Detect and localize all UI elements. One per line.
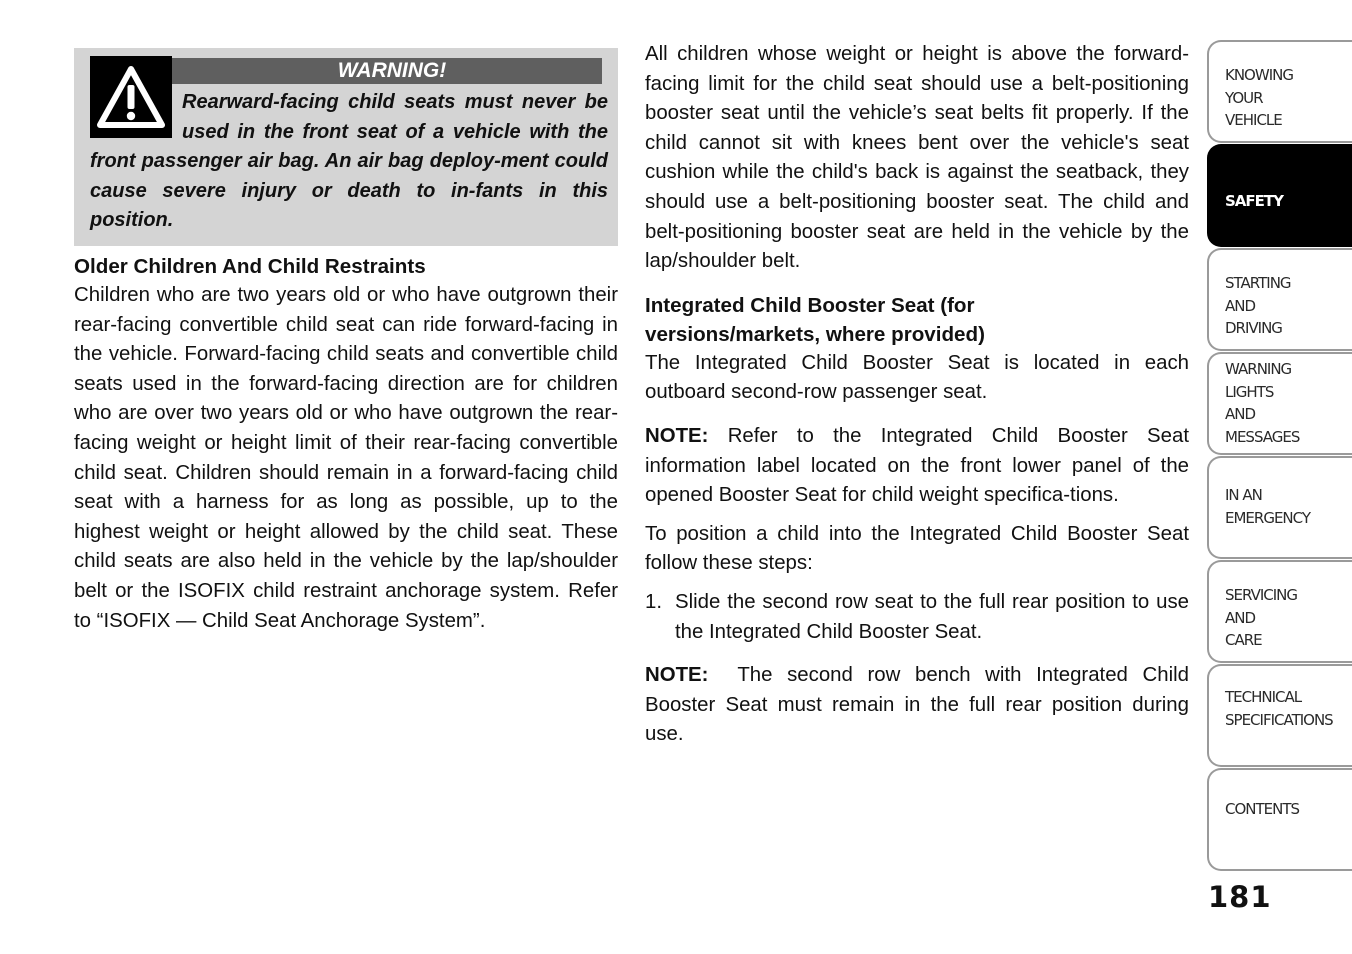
step-text: Slide the second row seat to the full rear position to use the Integrated Child Booster Seat. [675, 590, 1189, 643]
tab-in-an-emergency[interactable] [1207, 456, 1352, 559]
older-children-paragraph: Children who are two years old or who have outgrown their rear-facing convertible child seat can ride forward-facing in the vehicle. Forward-facing child seats and convertible child seats used in the forward-facing direction are for children who are over two years old or who have outgrown the rear-facing weight or height limit of their rear-facing convertible child seat. Children should remain in a forward-facing child seat with a harness for as long as possible, up to the highest weight or height allowed by the child seat. These child seats are also held in the vehicle by the lap/shoulder belt or the ISOFIX child restraint anchorage system. Refer to “ISOFIX — Child Seat Anchorage System”. [74, 284, 618, 632]
warning-box [74, 48, 618, 246]
tab-label-line: LIGHTS [1225, 382, 1274, 401]
tab-label-line: SAFETY [1225, 192, 1283, 210]
steps-intro-paragraph: To position a child into the Integrated Child Booster Seat follow these steps: [645, 522, 1189, 575]
tab-label-line: TECHNICAL [1225, 688, 1302, 706]
step-item [645, 588, 1189, 647]
tab-label-line: CARE [1225, 631, 1262, 649]
tab-label-line: YOUR [1225, 88, 1263, 107]
tab-knowing-your-vehicle[interactable] [1207, 40, 1352, 143]
tab-warning-lights-and-messages[interactable] [1207, 352, 1352, 455]
tab-label-line: KNOWING [1225, 66, 1293, 84]
chapter-tabs [1207, 40, 1352, 872]
tab-label-line: SPECIFICATIONS [1225, 710, 1333, 729]
tab-label-line: CONTENTS [1225, 800, 1300, 818]
tab-label-line: STARTING [1225, 274, 1291, 292]
tab-label-line: EMERGENCY [1225, 508, 1311, 527]
tab-label-line: MESSAGES [1225, 427, 1300, 446]
tab-technical-specifications[interactable] [1207, 664, 1352, 767]
tab-label-line: SERVICING [1225, 586, 1298, 604]
warning-text: Rearward-facing child seats must never be used in the front seat of a vehicle with the front passenger air bag. An air bag deploy-ment could cause severe injury or death to in-fants in this position. [90, 91, 608, 232]
tab-label-line: DRIVING [1225, 319, 1282, 337]
warning-triangle-icon [90, 56, 172, 138]
tab-contents[interactable] [1207, 768, 1352, 871]
note-label: NOTE: [645, 424, 709, 447]
step-number: 1. [645, 590, 663, 613]
tab-label-line: AND [1225, 296, 1256, 315]
warning-title: WARNING! [90, 58, 602, 84]
tab-safety[interactable] [1207, 144, 1352, 247]
note-weight-spec [645, 422, 1189, 511]
note-text: The second row bench with Integrated Child Booster Seat must remain in the full rear position during use. [645, 664, 1189, 746]
tab-label-line: WARNING [1225, 360, 1292, 378]
tab-label-line: IN AN [1225, 486, 1262, 504]
note-full-rear-position [645, 661, 1189, 750]
right-column [645, 40, 1189, 750]
tab-label-line: AND [1225, 608, 1256, 627]
note-text: Refer to the Integrated Child Booster Seat information label located on the front lower panel of the opened Booster Seat for child weight specifica-tions. [645, 424, 1189, 507]
left-column [74, 48, 618, 636]
section-heading-older-children: Older Children And Child Restraints [74, 255, 426, 278]
section-heading-integrated-booster: Integrated Child Booster Seat (for versions/markets, where provided) [645, 293, 985, 346]
booster-intro-paragraph: All children whose weight or height is above the forward-facing limit for the child seat should use a belt-positioning booster seat until the vehicle’s seat belts fit properly. If the child cannot sit with knees bent over the vehicle's seat cushion while the child's back is against the seatback, they should use a belt-positioning booster seat. The child and belt-positioning booster seat are held in the vehicle by the lap/shoulder belt. [645, 43, 1189, 273]
tab-servicing-and-care[interactable] [1207, 560, 1352, 663]
page-number: 181 [1208, 880, 1272, 914]
tab-label-line: AND [1225, 405, 1256, 423]
tab-label-line: VEHICLE [1225, 111, 1282, 129]
tab-starting-and-driving[interactable] [1207, 248, 1352, 351]
booster-location-paragraph: The Integrated Child Booster Seat is located in each outboard second-row passenger seat. [645, 351, 1189, 404]
note-label: NOTE: [645, 664, 709, 687]
